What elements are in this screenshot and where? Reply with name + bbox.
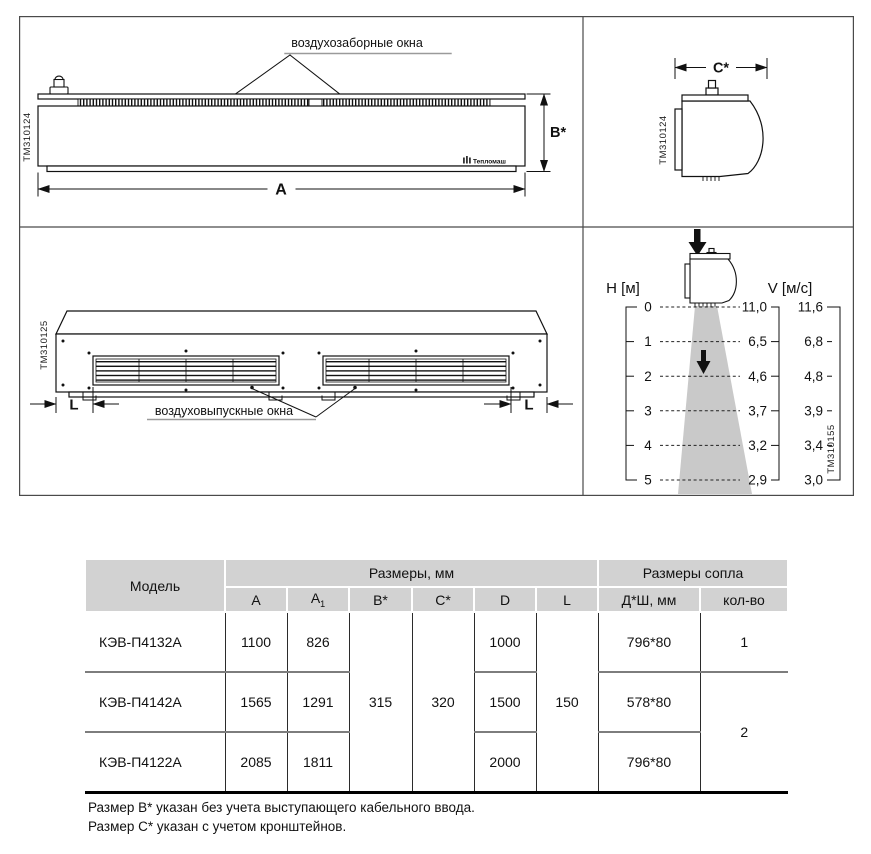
svg-text:4,8: 4,8 xyxy=(804,368,823,384)
value-cell: 2085 xyxy=(225,732,287,793)
col-header-d: D xyxy=(474,587,536,612)
col-header-l: L xyxy=(536,587,598,612)
brand-name: Тепломаш xyxy=(473,158,506,166)
col-header-nozzle-size: Д*Ш, мм xyxy=(598,587,700,612)
col-header-b: B* xyxy=(349,587,412,612)
outlet-windows-label: воздуховыпускные окна xyxy=(154,404,294,418)
value-cell: 1811 xyxy=(287,732,349,793)
air-curtain-side-body xyxy=(675,81,763,182)
svg-text:1: 1 xyxy=(644,334,652,350)
value-cell: 796*80 xyxy=(598,612,700,672)
drawing-code-flow: TM310155 xyxy=(826,424,837,474)
svg-text:3,2: 3,2 xyxy=(748,438,767,453)
outlet-grille-left xyxy=(93,356,279,385)
value-cell: 796*80 xyxy=(598,732,700,793)
col-header-model: Модель xyxy=(85,559,225,612)
svg-text:2: 2 xyxy=(644,368,652,384)
model-cell: КЭВ-П4122А xyxy=(85,732,225,793)
col-group-nozzle: Размеры сопла xyxy=(598,559,788,587)
svg-text:4: 4 xyxy=(644,438,652,453)
bottom-view xyxy=(30,311,573,420)
model-cell: КЭВ-П4142А xyxy=(85,672,225,732)
dimensions-table xyxy=(84,558,789,794)
outlet-grille-right xyxy=(323,356,509,385)
drawing-code-front: TM310124 xyxy=(22,112,33,162)
value-cell-b: 315 xyxy=(349,612,412,793)
svg-text:6,8: 6,8 xyxy=(804,334,823,350)
svg-text:2,9: 2,9 xyxy=(748,472,767,488)
cable-gland-icon xyxy=(50,76,68,94)
v-axis-label: V [м/с] xyxy=(767,280,813,297)
svg-text:6,5: 6,5 xyxy=(748,334,767,350)
intake-windows-label: воздухозаборные окна xyxy=(291,36,423,50)
col-header-a1: $A_1$ xyxy=(287,587,349,612)
svg-text:5: 5 xyxy=(644,472,652,488)
value-cell: 2 xyxy=(700,672,788,793)
air-jet-cone xyxy=(678,306,752,494)
svg-text:3,9: 3,9 xyxy=(804,403,823,419)
air-curtain-bottom-body xyxy=(56,311,547,397)
front-view xyxy=(22,36,566,199)
footnote-c: Размер С* указан с учетом кронштейнов. xyxy=(88,818,347,834)
dim-c-label: C* xyxy=(712,60,730,77)
value-cell: 1100 xyxy=(225,612,287,672)
svg-text:11,6: 11,6 xyxy=(797,299,823,315)
dim-l-left-label: L xyxy=(69,396,79,414)
drawing-code-side: TM310124 xyxy=(658,115,669,165)
svg-text:0: 0 xyxy=(644,299,652,315)
technical-drawing xyxy=(19,16,854,496)
value-cell: 2000 xyxy=(474,732,536,793)
dim-l-right-label: L xyxy=(524,396,534,414)
value-cell: 578*80 xyxy=(598,672,700,732)
air-curtain-front-body xyxy=(38,94,525,172)
dim-b-label: B* xyxy=(550,125,567,141)
value-cell-l: 150 xyxy=(536,612,598,793)
value-cell: 1291 xyxy=(287,672,349,732)
intake-leader-lines xyxy=(232,55,343,98)
h-axis-label: H [м] xyxy=(606,280,640,297)
table-row xyxy=(85,612,788,672)
svg-text:11,0: 11,0 xyxy=(741,299,767,315)
side-view xyxy=(658,58,767,181)
value-cell-c: 320 xyxy=(412,612,474,793)
flow-diagram xyxy=(606,229,840,494)
intake-arrow-icon xyxy=(689,229,707,256)
value-cell: 1565 xyxy=(225,672,287,732)
col-header-qty: кол-во xyxy=(700,587,788,612)
svg-text:3: 3 xyxy=(644,403,652,419)
drawing-code-bottom: TM310125 xyxy=(39,320,50,370)
model-cell: КЭВ-П4132А xyxy=(85,612,225,672)
svg-text:3,4: 3,4 xyxy=(804,438,823,453)
col-group-dimensions: Размеры, мм xyxy=(225,559,598,587)
value-cell: 1 xyxy=(700,612,788,672)
dim-a-label: A xyxy=(275,181,287,199)
svg-text:3,0: 3,0 xyxy=(804,472,823,488)
air-curtain-mini-side xyxy=(685,249,736,307)
svg-text:3,7: 3,7 xyxy=(748,403,767,419)
col-header-c: C* xyxy=(412,587,474,612)
value-cell: 1500 xyxy=(474,672,536,732)
svg-text:4,6: 4,6 xyxy=(748,368,767,384)
value-cell: 826 xyxy=(287,612,349,672)
col-header-a: A xyxy=(225,587,287,612)
dimension-b xyxy=(527,94,550,172)
value-cell: 1000 xyxy=(474,612,536,672)
footnotes xyxy=(88,799,475,836)
footnote-b: Размер В* указан без учета выступающего кабельного ввода. xyxy=(88,800,475,815)
